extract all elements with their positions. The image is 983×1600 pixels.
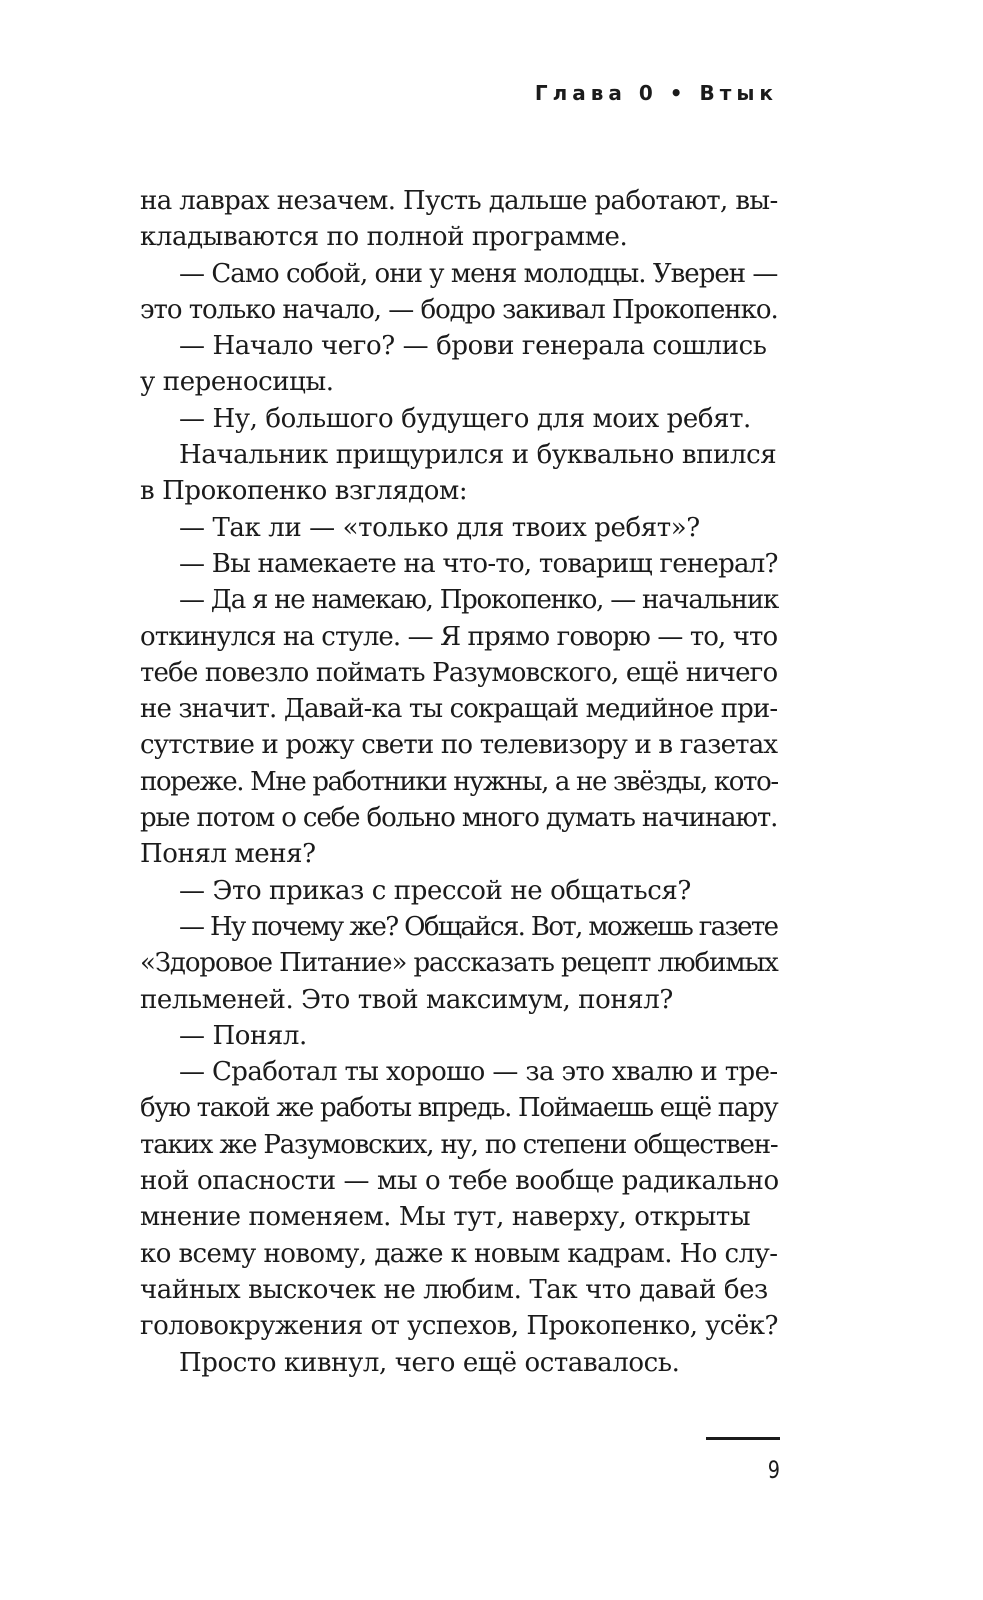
text-line: «Здоровое Питание» рассказать рецепт любимых [140,948,778,979]
text-line: откинулся на стуле. — Я прямо говорю — то, что [140,621,778,652]
text-line: — Ну, большого будущего для моих ребят. [179,403,751,434]
text-line: головокружения от успехов, Прокопенко, усёк? [140,1311,778,1342]
text-line: не значит. Давай-ка ты сокращай медийное при- [140,694,778,725]
text-line: — Сработал ты хорошо — за это хвалю и тре- [179,1057,778,1088]
text-line: сутствие и рожу свети по телевизору и в газетах [140,730,778,761]
running-header: Глава 0 • Втык [534,81,778,105]
body-text [140,183,780,1381]
text-line: таких же Разумовских, ну, по степени обществен- [140,1129,778,1160]
text-line: — Начало чего? — брови генерала сошлись [179,331,767,362]
text-line: кладываются по полной программе. [140,222,628,253]
footer-rule [706,1437,780,1440]
text-line: Начальник прищурился и буквально впился [179,440,777,471]
text-line: пореже. Мне работники нужны, а не звёзды, кото- [140,766,778,797]
text-line: чайных выскочек не любим. Так что давай без [140,1274,768,1305]
text-line: тебе повезло поймать Разумовского, ещё ничего [140,657,778,688]
text-line: ной опасности — мы о тебе вообще радикально [140,1166,779,1197]
text-line: ко всему новому, даже к новым кадрам. Но слу- [140,1238,778,1269]
text-line: бую такой же работы впредь. Поймаешь ещё пару [140,1093,778,1124]
text-line: это только начало, — бодро закивал Прокопенко. [140,294,778,325]
text-line: — Ну почему же? Общайся. Вот, можешь газете [179,911,778,942]
text-line: на лаврах незачем. Пусть дальше работают, вы- [140,186,778,216]
text-line: Понял меня? [140,839,316,870]
text-line: пельменей. Это твой максимум, понял? [140,984,673,1015]
text-line: у переносицы. [140,367,334,398]
text-line: — Понял. [179,1020,307,1051]
text-line: — Да я не намекаю, Прокопенко, — начальник [179,585,778,616]
text-line: — Само собой, они у меня молодцы. Уверен — [179,258,778,289]
text-line: — Вы намекаете на что-то, товарищ генерал? [179,548,778,579]
text-line: рые потом о себе больно много думать начинают. [140,803,778,834]
page-number: 9 [767,1456,780,1484]
text-line: — Это приказ с прессой не общаться? [179,875,691,906]
text-line: в Прокопенко взглядом: [140,476,468,507]
text-line: Просто кивнул, чего ещё оставалось. [179,1347,680,1378]
text-line: — Так ли — «только для твоих ребят»? [179,512,700,543]
text-line: мнение поменяем. Мы тут, наверху, открыты [140,1202,751,1233]
